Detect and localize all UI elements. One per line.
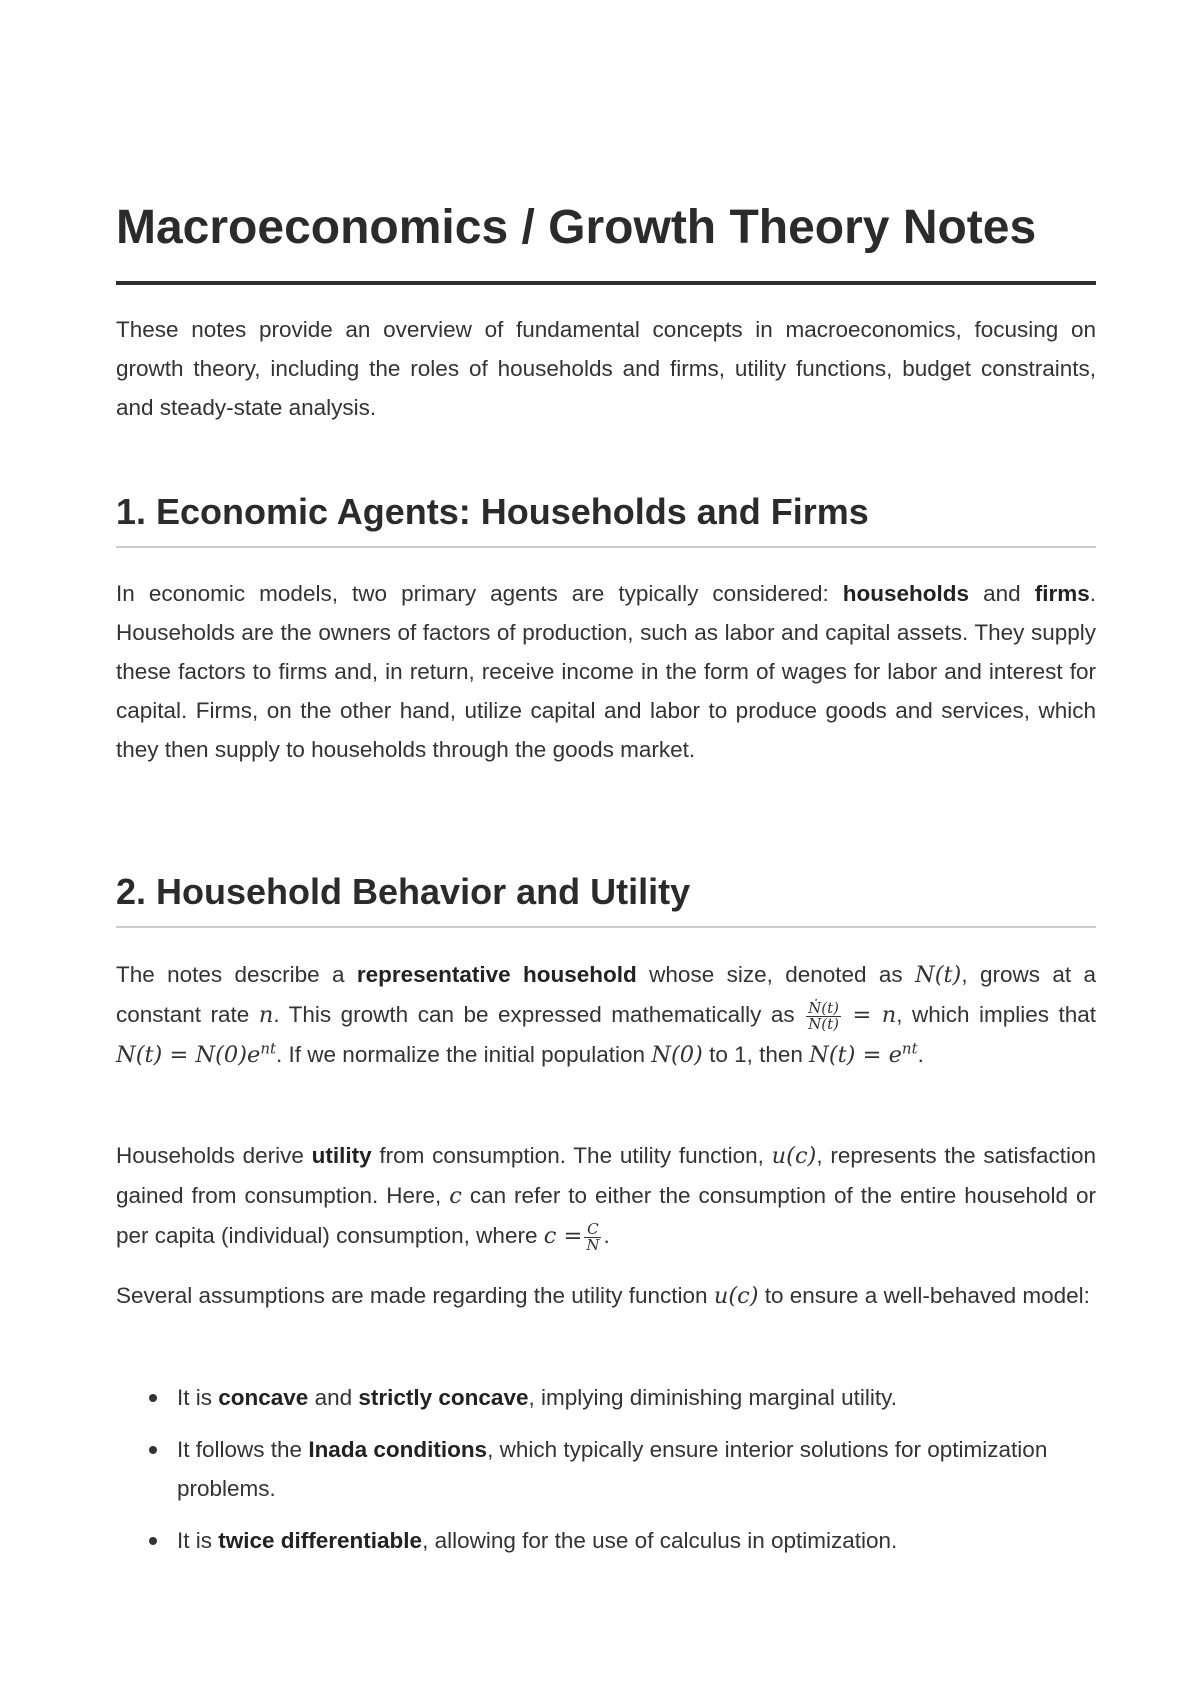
bullet-icon (149, 1537, 157, 1545)
text-run: Several assumptions are made regarding the utility function (116, 1283, 714, 1308)
math-u-of-c: u(c) (713, 1283, 759, 1309)
text-run: from consumption. The utility function, (371, 1143, 772, 1168)
text-run: and (308, 1385, 359, 1410)
text-run: In economic models, two primary agents are typically considered: (116, 581, 843, 606)
text-run: can refer to either the consumption of the entire household or per capita (individual) consumption, where (116, 1183, 1096, 1248)
section-1-paragraph (116, 574, 1096, 769)
text-run: . If we normalize the initial population (276, 1042, 652, 1067)
math-n-of-t: N(t) (915, 962, 962, 988)
text-run: . This growth can be expressed mathematically as (273, 1002, 805, 1027)
text-run: , which implies that (896, 1002, 1097, 1027)
text-run: The notes describe a (116, 962, 357, 987)
text-run: It is (177, 1528, 219, 1553)
title-divider (116, 281, 1096, 285)
text-run: , allowing for the use of calculus in optimization. (422, 1528, 898, 1553)
bold-twice-differentiable: twice differentiable (218, 1528, 423, 1553)
bold-concave: concave (218, 1385, 309, 1410)
math-n: n (258, 1002, 274, 1028)
math-growth-fraction (806, 998, 841, 1033)
text-run: to 1, then (702, 1042, 810, 1067)
section-1-heading: 1. Economic Agents: Households and Firms (116, 491, 869, 532)
math-u-of-c: u(c) (771, 1143, 817, 1169)
bold-inada-conditions: Inada conditions (308, 1437, 488, 1462)
math-normalized-population: N(t) = e (809, 1042, 902, 1068)
bullet-icon (149, 1446, 157, 1454)
list-item (116, 1430, 1096, 1508)
text-run: It follows the (177, 1437, 309, 1462)
list-item (116, 1378, 1096, 1417)
text-run: to ensure a well-behaved model: (758, 1283, 1090, 1308)
math-per-capita-fraction (584, 1219, 601, 1254)
text-run: , implying diminishing marginal utility. (528, 1385, 897, 1410)
text-run: It is (177, 1385, 219, 1410)
intro-paragraph: These notes provide an overview of fundamental concepts in macroeconomics, focusing on growth theory, including the roles of households and firms, utility functions, budget constraints, and steady-state analysis. (116, 317, 1096, 420)
math-exponent-nt: nt (260, 1039, 277, 1058)
page-title: Macroeconomics / Growth Theory Notes (116, 201, 1037, 254)
math-equals-n: = n (852, 1002, 897, 1028)
section-2-paragraph-1 (116, 955, 1096, 1075)
bold-households: households (842, 581, 970, 606)
section-1-divider (116, 546, 1096, 548)
bold-strictly-concave: strictly concave (358, 1385, 529, 1410)
bold-utility: utility (311, 1143, 372, 1168)
bold-firms: firms (1034, 581, 1090, 606)
section-2-paragraph-3 (116, 1276, 1096, 1316)
text-run: , represents the satisfaction gained from consumption. Here, (116, 1143, 1096, 1208)
fraction-denominator: N(t) (808, 1014, 839, 1033)
bullet-icon (149, 1394, 157, 1402)
section-2-divider (116, 926, 1096, 928)
text-run: , grows at a constant rate (116, 962, 1096, 1027)
text-run: whose size, denoted as (636, 962, 916, 987)
text-run: . (603, 1223, 610, 1248)
list-item (116, 1521, 1096, 1560)
assumptions-list (116, 1378, 1096, 1573)
text-run: and (969, 581, 1035, 606)
section-2-heading: 2. Household Behavior and Utility (116, 871, 691, 912)
fraction-numerator: Ṅ(t) (808, 998, 839, 1017)
math-exponent-nt: nt (901, 1039, 918, 1058)
text-run: , which typically ensure interior solutions for optimization problems. (177, 1437, 1048, 1501)
bold-representative-household: representative household (356, 962, 637, 987)
fraction-numerator: C (584, 1222, 601, 1238)
math-n-zero: N(0) (651, 1042, 703, 1068)
section-2-paragraph-2 (116, 1136, 1096, 1256)
math-population-equation: N(t) = N(0)e (116, 1042, 261, 1068)
text-run: . Households are the owners of factors of production, such as labor and capital assets. They supply these factors to firms and, in return, receive income in the form of wages for labor and interest for capital. Firms, on the other hand, utilize capital and labor to produce goods and services, which they then supply to households through the goods market. (116, 581, 1096, 762)
math-c-equals: c = (543, 1223, 583, 1249)
text-run: . (917, 1042, 924, 1067)
math-c: c (449, 1183, 462, 1209)
text-run: Households derive (116, 1143, 312, 1168)
fraction-denominator: N (586, 1235, 600, 1254)
